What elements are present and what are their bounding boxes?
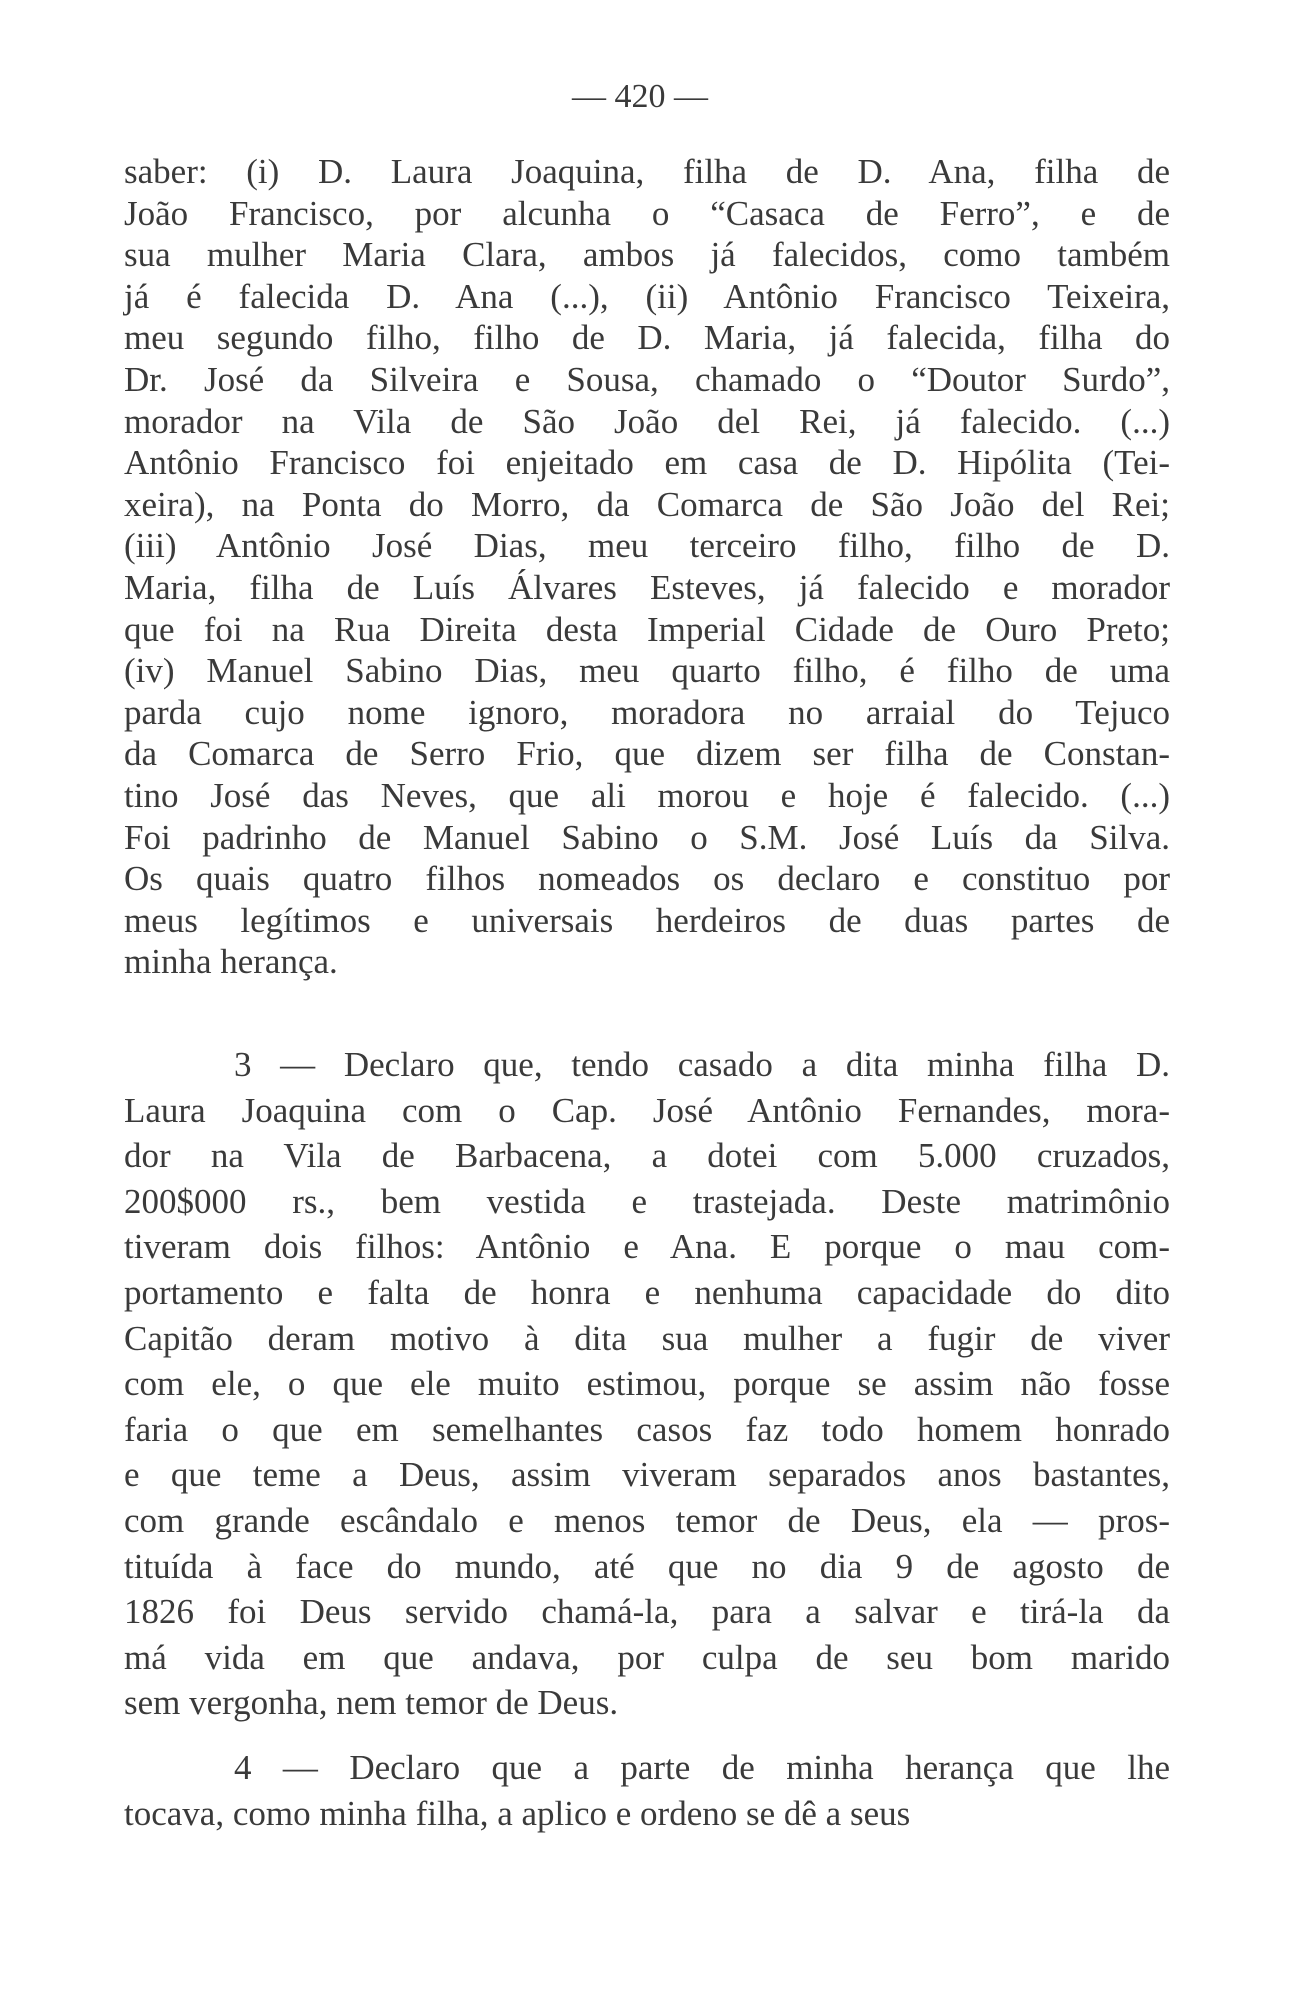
text-line-content: tocava, como minha filha, a aplico e ordeno se dê a seus xyxy=(124,1793,911,1833)
text-line xyxy=(124,651,1170,693)
text-line-content: morador na Vila de São João del Rei, já falecido. (...) xyxy=(124,401,1170,441)
text-line xyxy=(124,485,1170,527)
text-line xyxy=(124,1227,1170,1273)
paragraph-4 xyxy=(124,1748,1170,1839)
text-line-content: Dr. José da Silveira e Sousa, chamado o “Doutor Surdo”, xyxy=(124,359,1170,399)
text-line-content: Foi padrinho de Manuel Sabino o S.M. José Luís da Silva. xyxy=(124,817,1170,857)
text-line xyxy=(124,1319,1170,1365)
text-line xyxy=(124,1091,1170,1137)
page-number: — 420 — xyxy=(572,78,708,115)
text-line-content: já é falecida D. Ana (...), (ii) Antônio Francisco Teixeira, xyxy=(124,276,1170,316)
text-line xyxy=(124,152,1170,194)
text-line xyxy=(124,818,1170,860)
text-line xyxy=(124,734,1170,776)
text-line-content: xeira), na Ponta do Morro, da Comarca de São João del Rei; xyxy=(124,484,1170,524)
text-line xyxy=(124,1748,1170,1794)
text-line-content: e que teme a Deus, assim viveram separados anos bastantes, xyxy=(124,1455,1170,1495)
text-line-content: Maria, filha de Luís Álvares Esteves, já falecido e morador xyxy=(124,567,1170,607)
text-line xyxy=(124,277,1170,319)
text-line-content: meu segundo filho, filho de D. Maria, já falecida, filha do xyxy=(124,318,1170,358)
text-line xyxy=(124,1273,1170,1319)
text-line-content: faria o que em semelhantes casos faz todo homem honrado xyxy=(124,1409,1170,1449)
text-line xyxy=(124,901,1170,943)
text-line xyxy=(124,318,1170,360)
text-line xyxy=(124,194,1170,236)
text-line xyxy=(124,1547,1170,1593)
text-line-content: com ele, o que ele muito estimou, porque se assim não fosse xyxy=(124,1364,1170,1404)
text-line xyxy=(124,859,1170,901)
text-line-content: Capitão deram motivo à dita sua mulher a fugir de viver xyxy=(124,1318,1170,1358)
text-line-content: 1826 foi Deus servido chamá-la, para a salvar e tirá-la da xyxy=(124,1592,1170,1632)
text-line-content: 3 — Declaro que, tendo casado a dita minha filha D. xyxy=(234,1045,1170,1084)
paragraph-3 xyxy=(124,1045,1170,1729)
paragraph-1 xyxy=(124,152,1170,984)
text-line-content: 4 — Declaro que a parte de minha herança que lhe xyxy=(234,1748,1170,1787)
text-line xyxy=(124,1683,1170,1729)
text-line xyxy=(124,1182,1170,1228)
text-line xyxy=(124,402,1170,444)
text-line xyxy=(124,942,1170,984)
text-line-content: dor na Vila de Barbacena, a dotei com 5.000 cruzados, xyxy=(124,1136,1170,1176)
text-line xyxy=(124,1410,1170,1456)
text-line xyxy=(124,693,1170,735)
text-line-content: Antônio Francisco foi enjeitado em casa de D. Hipólita (Tei- xyxy=(124,443,1170,483)
text-line xyxy=(124,1136,1170,1182)
text-line xyxy=(124,1794,1170,1840)
text-line-content: sua mulher Maria Clara, ambos já falecidos, como também xyxy=(124,235,1170,275)
text-line xyxy=(124,776,1170,818)
text-line-content: má vida em que andava, por culpa de seu bom marido xyxy=(124,1637,1170,1677)
text-line xyxy=(124,568,1170,610)
text-line xyxy=(124,1592,1170,1638)
text-line-content: parda cujo nome ignoro, moradora no arraial do Tejuco xyxy=(124,692,1170,732)
text-line-content: Os quais quatro filhos nomeados os declaro e constituo por xyxy=(124,859,1170,899)
text-line-content: tituída à face do mundo, até que no dia 9 de agosto de xyxy=(124,1546,1170,1586)
text-line-content: meus legítimos e universais herdeiros de duas partes de xyxy=(124,900,1170,940)
text-line xyxy=(124,443,1170,485)
text-line xyxy=(124,1638,1170,1684)
text-line xyxy=(124,1455,1170,1501)
text-line xyxy=(124,235,1170,277)
text-line-content: que foi na Rua Direita desta Imperial Cidade de Ouro Preto; xyxy=(124,609,1170,649)
text-line-content: tiveram dois filhos: Antônio e Ana. E porque o mau com- xyxy=(124,1227,1170,1267)
text-line-content: 200$000 rs., bem vestida e trastejada. Deste matrimônio xyxy=(124,1181,1170,1221)
text-line xyxy=(124,360,1170,402)
text-line-content: sem vergonha, nem temor de Deus. xyxy=(124,1683,619,1723)
text-line-content: (iii) Antônio José Dias, meu terceiro filho, filho de D. xyxy=(124,526,1170,566)
text-line xyxy=(124,1501,1170,1547)
text-line-content: minha herança. xyxy=(124,942,338,982)
text-line xyxy=(124,1364,1170,1410)
text-line-content: portamento e falta de honra e nenhuma capacidade do dito xyxy=(124,1272,1170,1312)
text-line-content: saber: (i) D. Laura Joaquina, filha de D. Ana, filha de xyxy=(124,152,1170,191)
text-line-content: Laura Joaquina com o Cap. José Antônio Fernandes, mora- xyxy=(124,1090,1170,1130)
text-line-content: com grande escândalo e menos temor de Deus, ela — pros- xyxy=(124,1500,1170,1540)
text-line-content: João Francisco, por alcunha o “Casaca de Ferro”, e de xyxy=(124,193,1170,233)
text-line xyxy=(124,1045,1170,1091)
text-line-content: da Comarca de Serro Frio, que dizem ser filha de Constan- xyxy=(124,734,1170,774)
text-line-content: (iv) Manuel Sabino Dias, meu quarto filho, é filho de uma xyxy=(124,651,1170,691)
text-line xyxy=(124,526,1170,568)
text-line xyxy=(124,610,1170,652)
text-line-content: tino José das Neves, que ali morou e hoje é falecido. (...) xyxy=(124,775,1170,815)
